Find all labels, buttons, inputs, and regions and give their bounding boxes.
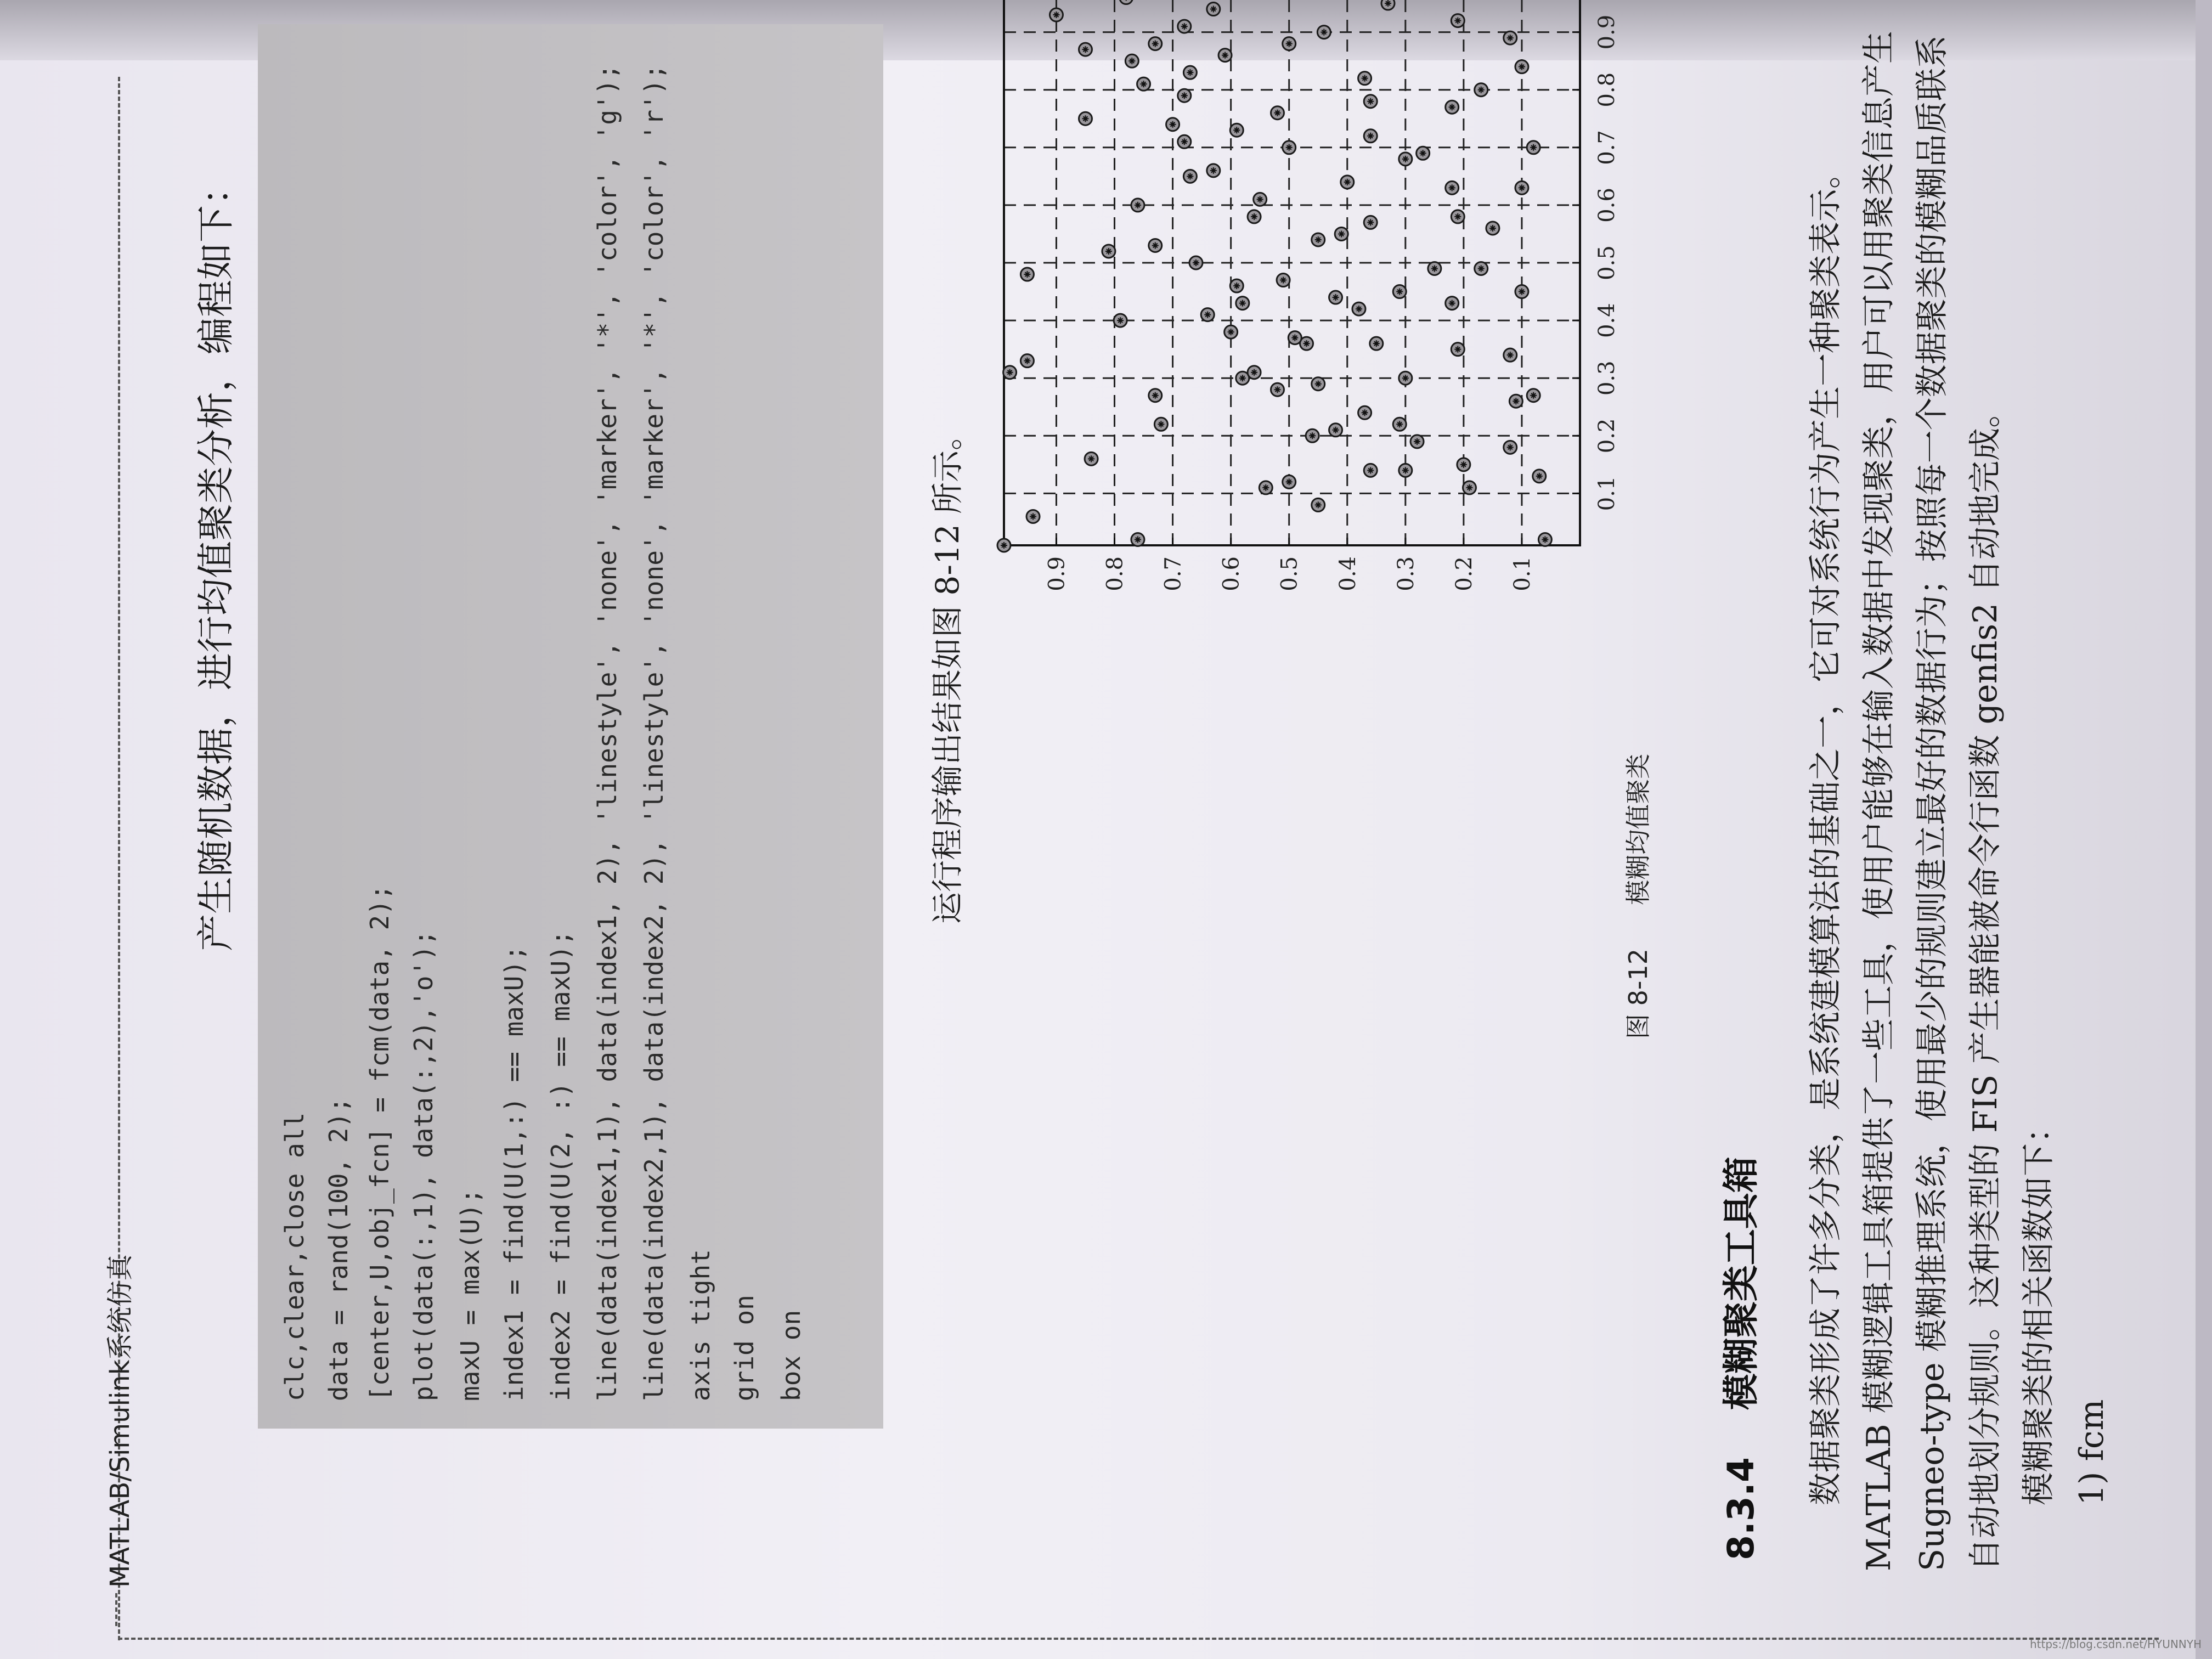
code-line: clc,clear,close all bbox=[280, 1112, 309, 1401]
y-tick-label: 0.6 bbox=[1218, 556, 1244, 591]
section-title: 模糊聚类工具箱 bbox=[1720, 1156, 1762, 1410]
running-title: MATLAB/Simulink系统仿真 bbox=[105, 1254, 136, 1588]
y-tick-label: 0.3 bbox=[1393, 556, 1419, 591]
code-line: [center,U,obj_fcn] = fcm(data, 2); bbox=[365, 884, 394, 1401]
figure-caption-text: 模糊均值聚类 bbox=[1623, 753, 1653, 905]
run-note: 运行程序输出结果如图 8-12 所示。 bbox=[929, 418, 966, 924]
y-tick-label: 0.1 bbox=[1509, 556, 1535, 591]
watermark-url: https://blog.csdn.net/HYUNNYH bbox=[2030, 1638, 2202, 1651]
header-rule bbox=[115, 1593, 117, 1626]
paragraph: 模糊聚类的相关函数如下： bbox=[2019, 1110, 2058, 1505]
code-line: plot(data(:,1), data(:,2),'o'); bbox=[409, 930, 438, 1401]
code-line: line(data(index1,1), data(index1, 2), 'linestyle', 'none', 'marker', '*', 'color', 'g'); bbox=[592, 64, 622, 1401]
paragraph: 1) fcm bbox=[2073, 1399, 2111, 1505]
y-tick-label: 0.8 bbox=[1102, 556, 1128, 591]
code-line: axis tight bbox=[686, 1249, 715, 1401]
section-number: 8.3.4 bbox=[1720, 1457, 1762, 1560]
y-tick-label: 0.4 bbox=[1335, 556, 1361, 591]
code-line: maxU = max(U); bbox=[455, 1188, 485, 1401]
x-tick-label: 0.1 bbox=[1594, 476, 1620, 511]
body-text bbox=[1799, 24, 2119, 1571]
scatter-figure bbox=[988, 0, 1651, 650]
code-line: index2 = find(U(2, :) == maxU); bbox=[546, 930, 575, 1401]
x-tick-label: 0.4 bbox=[1594, 303, 1620, 338]
x-tick-label: 0.3 bbox=[1594, 360, 1620, 396]
code-listing bbox=[258, 24, 883, 1429]
x-tick-label: 0.7 bbox=[1594, 129, 1620, 165]
x-tick-label: 0.2 bbox=[1594, 418, 1620, 454]
paragraph: 数据聚类形成了许多分类，是系统建模算法的基础之一，它可对系统行为产生一种聚类表示。MATLAB 模糊逻辑工具箱提供了一些工具，使用户能够在输入数据中发现聚类，用户可以用聚类信息产生 Sugneo-type 模糊推理系统，使用最少的规则建立最好的数据行为；按照每一个数据聚类的模糊品质联系自动地划分规则。这种类型的 FIS 产生器能被命令行函数 genfis2 自动地完成。 bbox=[1807, 31, 2005, 1571]
code-line: line(data(index2,1), data(index2, 2), 'linestyle', 'none', 'marker', '*', 'color', 'r'); bbox=[639, 64, 669, 1401]
x-tick-label: 0.6 bbox=[1594, 188, 1620, 223]
figure-number: 图 8-12 bbox=[1623, 948, 1653, 1039]
section-heading bbox=[1712, 1156, 1764, 1560]
figure-caption bbox=[1618, 754, 1655, 1039]
y-tick-label: 0.5 bbox=[1277, 556, 1302, 591]
intro-text: 产生随机数据，进行均值聚类分析，编程如下： bbox=[195, 167, 238, 951]
y-tick-label: 0.9 bbox=[1044, 556, 1070, 591]
x-tick-label: 0.8 bbox=[1594, 72, 1620, 108]
code-line: data = rand(100, 2); bbox=[324, 1097, 353, 1401]
x-tick-label: 0.9 bbox=[1594, 14, 1620, 50]
code-line: index1 = find(U(1,:) == maxU); bbox=[499, 945, 529, 1401]
y-tick-label: 0.2 bbox=[1451, 556, 1477, 591]
x-tick-label: 0.5 bbox=[1594, 245, 1620, 280]
y-tick-label: 0.7 bbox=[1160, 556, 1186, 591]
code-line: box on bbox=[776, 1310, 806, 1401]
code-line: grid on bbox=[730, 1295, 759, 1401]
